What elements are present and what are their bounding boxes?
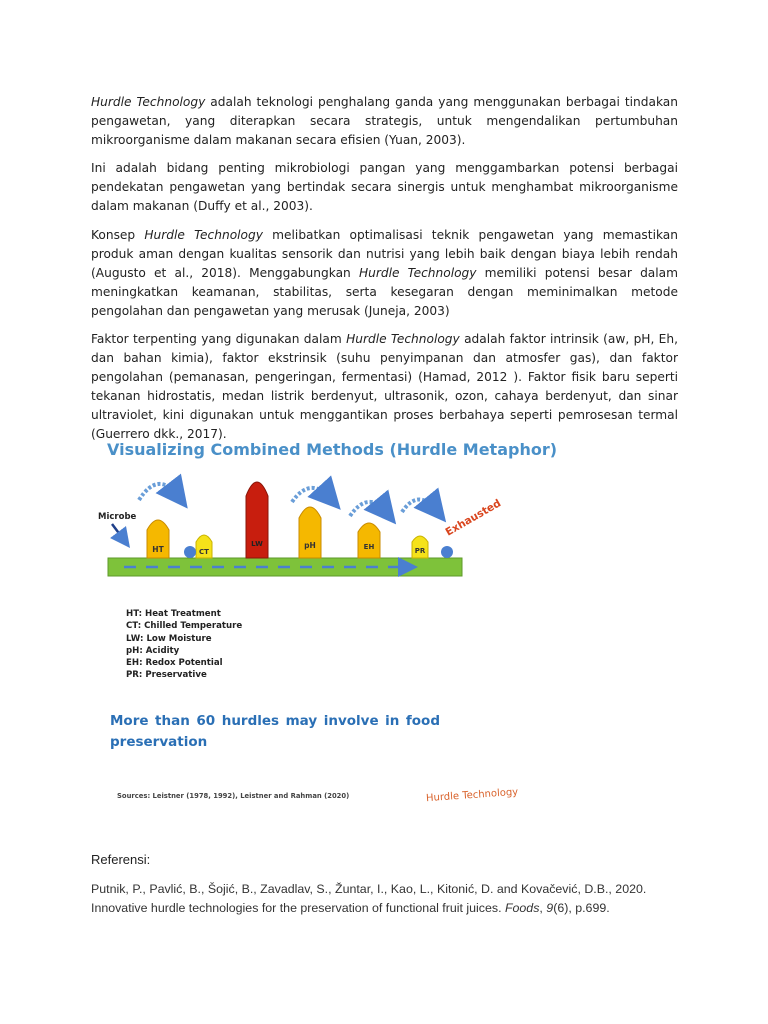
journal-name: Foods [504, 901, 540, 915]
legend-item: pH: Acidity [126, 645, 180, 656]
jump-arrows [139, 484, 436, 516]
hurdle-label: LW [251, 540, 263, 548]
microbe-arrow [112, 524, 124, 540]
exhausted-microbe [441, 546, 453, 558]
journal-volume: 9 [546, 901, 554, 915]
figure-title: Visualizing Combined Methods (Hurdle Metaphor) [107, 440, 558, 459]
paragraph-1: Hurdle Technology adalah teknologi penghalang ganda yang menggunakan berbagai tindakan pengawetan, yang diterapkan secara strategis, untuk mengendalikan pertumbuhan mikroorganisme dalam makanan secara efisien (Yuan, 2003). [91, 95, 678, 147]
italic-term: Hurdle Technology [358, 266, 477, 280]
microbe-label: Microbe [98, 512, 137, 522]
figure-note: More than 60 hurdles may involve in food preservation [110, 713, 440, 750]
hurdle-eh [358, 523, 380, 558]
legend-item: CT: Chilled Temperature [126, 621, 243, 632]
references-heading: Referensi: [91, 852, 151, 867]
paragraph-3: Konsep Hurdle Technology melibatkan optimalisasi teknik pengawetan yang memastikan produk aman dengan kualitas sensorik dan nutrisi yang lebih baik dengan biaya lebih rendah (Augusto et al., 2018). Menggabungkan Hurdle Technology memiliki potensi besar dalam meningkatkan keamanan, stabilitas, serta kesegaran dengan meminimalkan metode pengolahan dan pengawetan yang merusak (Juneja, 2003) [91, 228, 679, 318]
hurdle-label: PR [414, 547, 426, 555]
jump-arrow-icon [350, 502, 386, 516]
jump-arrow-icon [402, 499, 436, 512]
hurdle-label: pH [304, 541, 316, 550]
jump-arrow-icon [292, 488, 330, 502]
italic-term: Hurdle Technology [144, 228, 263, 242]
legend-item: LW: Low Moisture [126, 633, 212, 644]
figure-source: Sources: Leistner (1978, 1992), Leistner and Rahman (2020) [117, 792, 350, 800]
legend-item: HT: Heat Treatment [126, 609, 221, 619]
figure-legend [126, 608, 242, 682]
hurdle-label: EH [363, 543, 375, 551]
hurdle-label: CT [199, 548, 209, 556]
italic-term: Hurdle Technology [346, 332, 460, 346]
jump-arrow-icon [139, 484, 178, 500]
figure-brand: Hurdle Technology [425, 786, 519, 805]
reference-entry: Putnik, P., Pavlić, B., Šojić, B., Zavadlav, S., Žuntar, I., Kao, L., Kitonić, D. and Kovačević, D.B., 2020. Innovative hurdle technologies for the preservation of functional fruit juices. Foods, 9(6), p.699. [91, 882, 647, 915]
italic-term: Hurdle Technology [91, 95, 206, 109]
exhausted-label: Exhausted [443, 497, 504, 539]
hurdle-ph [299, 507, 321, 558]
hurdle-metaphor-figure [90, 432, 558, 812]
microbe-at-ct [184, 546, 196, 558]
legend-item: PR: Preservative [126, 670, 207, 681]
hurdle-diagram [90, 432, 530, 592]
legend-item: EH: Redox Potential [126, 658, 223, 669]
paragraph-4: Faktor terpenting yang digunakan dalam Hurdle Technology adalah faktor intrinsik (aw, pH, Eh, dan bahan kimia), faktor ekstrinsik (suhu penyimpanan dan atmosfer gas), dan faktor pengolahan (pemanasan, pengeringan, fermentasi) (Hamad, 2012 ). Faktor fisik baru seperti tekanan hidrostatis, medan listrik berdenyut, ultrasonik, ozon, cahaya berdenyut, dan sinar ultraviolet, kini digunakan untuk menggantikan proses berbahaya seperti pemrosesan termal (Guerrero dkk., 2017). [91, 332, 678, 441]
hurdle-label: HT [152, 545, 164, 554]
paragraph-2: Ini adalah bidang penting mikrobiologi pangan yang menggambarkan potensi berbagai pendekatan pengawetan yang bertindak secara sinergis untuk menghambat mikroorganisme dalam makanan (Duffy et al., 2003). [91, 161, 678, 213]
